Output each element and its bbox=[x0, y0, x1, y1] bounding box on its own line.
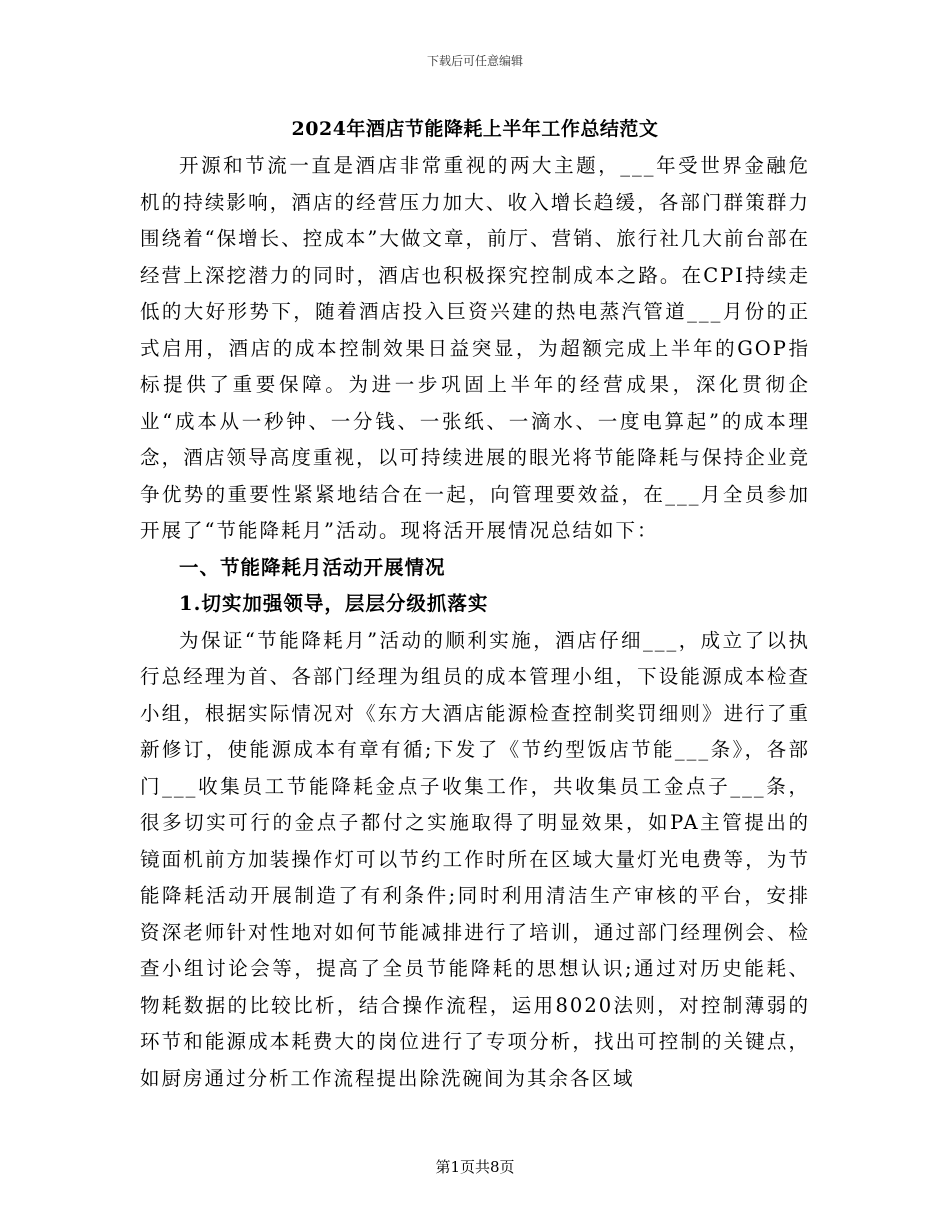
section-heading: 一、节能降耗月活动开展情况 bbox=[179, 555, 446, 579]
page-header: 下载后可任意编辑 bbox=[426, 54, 523, 68]
subsection-heading: 1.切实加强领导，层层分级抓落实 bbox=[179, 592, 489, 615]
page-number: 第1页共8页 bbox=[435, 1158, 515, 1176]
document-title: 2024年酒店节能降耗上半年工作总结范文 bbox=[291, 118, 659, 140]
intro-paragraph: 开源和节流一直是酒店非常重视的两大主题，___年受世界金融危机的持续影响，酒店的经营压力加大、收入增长趋缓，各部门群策群力围绕着“保增长、控成本”大做文章，前厅、营销、旅行社几大前台部在经营上深挖潜力的同时，酒店也积极探究控制成本之路。在CPI持续走低的大好形势下，随着酒店投入巨资兴建的热电蒸汽管道___月份的正式启用，酒店的成本控制效果日益突显，为超额完成上半年的GOP指标提供了重要保障。为进一步巩固上半年的经营成果，深化贯彻企业“成本从一秒钟、一分钱、一张纸、一滴水、一度电算起”的成本理念，酒店领导高度重视，以可持续进展的眼光将节能降耗与保持企业竞争优势的重要性紧紧地结合在一起，向管理要效益，在___月全员参加开展了“节能降耗月”活动。现将活开展情况总结如下： bbox=[140, 154, 810, 542]
body-paragraph: 为保证“节能降耗月”活动的顺利实施，酒店仔细___，成立了以执行总经理为首、各部门经理为组员的成本管理小组，下设能源成本检查小组，根据实际情况对《东方大酒店能源检查控制奖罚细则》进行了重新修订，使能源成本有章有循;下发了《节约型饭店节能___条》，各部门___收集员工节能降耗金点子收集工作，共收集员工金点子___条，很多切实可行的金点子都付之实施取得了明显效果，如PA主管提出的镜面机前方加装操作灯可以节约工作时所在区域大量灯光电费等，为节能降耗活动开展制造了有利条件;同时利用清洁生产审核的平台，安排资深老师针对性地对如何节能减排进行了培训，通过部门经理例会、检查小组讨论会等，提高了全员节能降耗的思想认识;通过对历史能耗、物耗数据的比较比析，结合操作流程，运用8020法则，对控制薄弱的环节和能源成本耗费大的岗位进行了专项分析，找出可控制的关键点，如厨房通过分析工作流程提出除洗碗间为其余各区域 bbox=[140, 628, 810, 1090]
document-body bbox=[140, 110, 810, 1097]
